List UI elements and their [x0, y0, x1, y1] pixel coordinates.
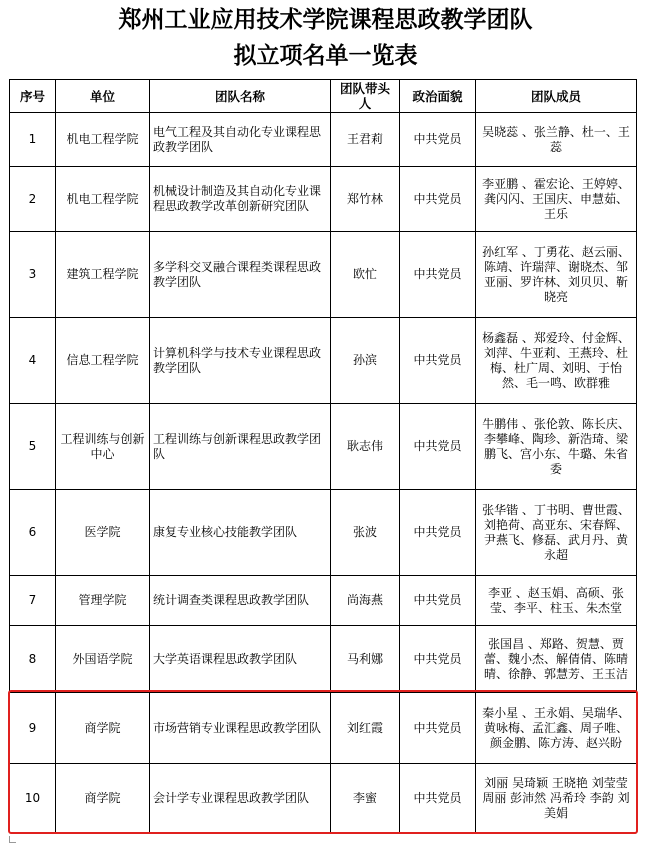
cell-leader: 欧忙	[331, 232, 400, 318]
table-row	[10, 113, 637, 167]
cell-leader: 刘红霞	[331, 693, 400, 764]
table-row	[10, 167, 637, 232]
table-row	[10, 232, 637, 318]
cell-no: 1	[10, 113, 56, 167]
table-row	[10, 764, 637, 833]
cell-members: 李亚鹏 、霍宏论、王婷婷、龚闪闪、王国庆、申慧茹、王乐	[476, 167, 637, 232]
team-list-table	[9, 79, 637, 833]
cell-unit: 建筑工程学院	[56, 232, 150, 318]
cell-leader: 孙滨	[331, 318, 400, 404]
cell-politics: 中共党员	[400, 113, 476, 167]
table-header-row	[10, 80, 637, 113]
cell-members: 孙红军 、丁勇花、赵云丽、陈靖、许瑞萍、谢晓杰、邹亚丽、罗许林、刘贝贝、靳晓亮	[476, 232, 637, 318]
table-row	[10, 693, 637, 764]
cell-team-name: 工程训练与创新课程思政教学团队	[150, 404, 331, 490]
table-row	[10, 404, 637, 490]
header-team-name: 团队名称	[150, 80, 331, 113]
header-no: 序号	[10, 80, 56, 113]
cell-politics: 中共党员	[400, 693, 476, 764]
cell-politics: 中共党员	[400, 404, 476, 490]
cell-unit: 机电工程学院	[56, 167, 150, 232]
cell-unit: 外国语学院	[56, 626, 150, 693]
cell-team-name: 计算机科学与技术专业课程思政教学团队	[150, 318, 331, 404]
header-members: 团队成员	[476, 80, 637, 113]
cell-politics: 中共党员	[400, 167, 476, 232]
cell-team-name: 统计调查类课程思政教学团队	[150, 576, 331, 626]
header-politics: 政治面貌	[400, 80, 476, 113]
cell-team-name: 市场营销专业课程思政教学团队	[150, 693, 331, 764]
cell-no: 8	[10, 626, 56, 693]
cell-politics: 中共党员	[400, 232, 476, 318]
cell-members: 秦小星 、王永娟、吴瑞华、黄咏梅、孟汇鑫、周子唯、颜金鹏、陈方涛、赵兴盼	[476, 693, 637, 764]
cell-members: 刘丽 吴琦颖 王晓艳 刘莹莹 周丽 彭沛然 冯希玲 李韵 刘美娟	[476, 764, 637, 833]
cell-team-name: 机械设计制造及其自动化专业课程思政教学改革创新研究团队	[150, 167, 331, 232]
cell-politics: 中共党员	[400, 318, 476, 404]
cell-politics: 中共党员	[400, 626, 476, 693]
cell-leader: 耿志伟	[331, 404, 400, 490]
document-title-line2: 拟立项名单一览表	[233, 42, 418, 69]
cell-politics: 中共党员	[400, 490, 476, 576]
cell-members: 李亚 、赵玉娟、高硕、张莹、李平、柱玉、朱杰堂	[476, 576, 637, 626]
cell-members: 张国昌 、郑路、贺慧、贾蕾、魏小杰、解倩倩、陈晴晴、徐静、郭慧芳、王玉洁	[476, 626, 637, 693]
cell-leader: 郑竹林	[331, 167, 400, 232]
header-unit: 单位	[56, 80, 150, 113]
table-row	[10, 626, 637, 693]
cell-members: 牛鹏伟 、张伦敦、陈长庆、李攀峰、陶珍、新浩琦、梁鹏飞、宫小东、牛璐、朱省委	[476, 404, 637, 490]
header-leader: 团队带头人	[331, 80, 400, 113]
cell-leader: 尚海燕	[331, 576, 400, 626]
cell-politics: 中共党员	[400, 764, 476, 833]
cell-leader: 马利娜	[331, 626, 400, 693]
cell-unit: 商学院	[56, 693, 150, 764]
cell-unit: 管理学院	[56, 576, 150, 626]
cell-no: 3	[10, 232, 56, 318]
cell-unit: 机电工程学院	[56, 113, 150, 167]
cell-leader: 李蜜	[331, 764, 400, 833]
cell-no: 7	[10, 576, 56, 626]
cell-members: 吴晓蕊 、张兰静、杜一、王蕊	[476, 113, 637, 167]
cell-leader: 王君莉	[331, 113, 400, 167]
cell-team-name: 多学科交叉融合课程类课程思政教学团队	[150, 232, 331, 318]
cell-team-name: 电气工程及其自动化专业课程思政教学团队	[150, 113, 331, 167]
cell-members: 张华锴 、丁书明、曹世霞、刘艳荷、高亚东、宋春辉、尹燕飞、修磊、武月丹、黄永超	[476, 490, 637, 576]
cell-unit: 工程训练与创新中心	[56, 404, 150, 490]
cell-no: 10	[10, 764, 56, 833]
cell-no: 6	[10, 490, 56, 576]
cell-politics: 中共党员	[400, 576, 476, 626]
table-row	[10, 576, 637, 626]
cell-unit: 信息工程学院	[56, 318, 150, 404]
cell-unit: 医学院	[56, 490, 150, 576]
cell-no: 4	[10, 318, 56, 404]
table-row	[10, 318, 637, 404]
cell-team-name: 康复专业核心技能教学团队	[150, 490, 331, 576]
table-row	[10, 490, 637, 576]
page-corner-mark	[9, 836, 16, 843]
cell-team-name: 会计学专业课程思政教学团队	[150, 764, 331, 833]
cell-team-name: 大学英语课程思政教学团队	[150, 626, 331, 693]
cell-leader: 张波	[331, 490, 400, 576]
cell-no: 2	[10, 167, 56, 232]
document-title-line1: 郑州工业应用技术学院课程思政教学团队	[118, 6, 533, 33]
cell-no: 5	[10, 404, 56, 490]
cell-no: 9	[10, 693, 56, 764]
cell-members: 杨鑫磊 、郑爱玲、付金辉、刘萍、牛亚莉、王燕玲、杜梅、杜广周、刘明、于怡然、毛一鸣、欧群雅	[476, 318, 637, 404]
cell-unit: 商学院	[56, 764, 150, 833]
